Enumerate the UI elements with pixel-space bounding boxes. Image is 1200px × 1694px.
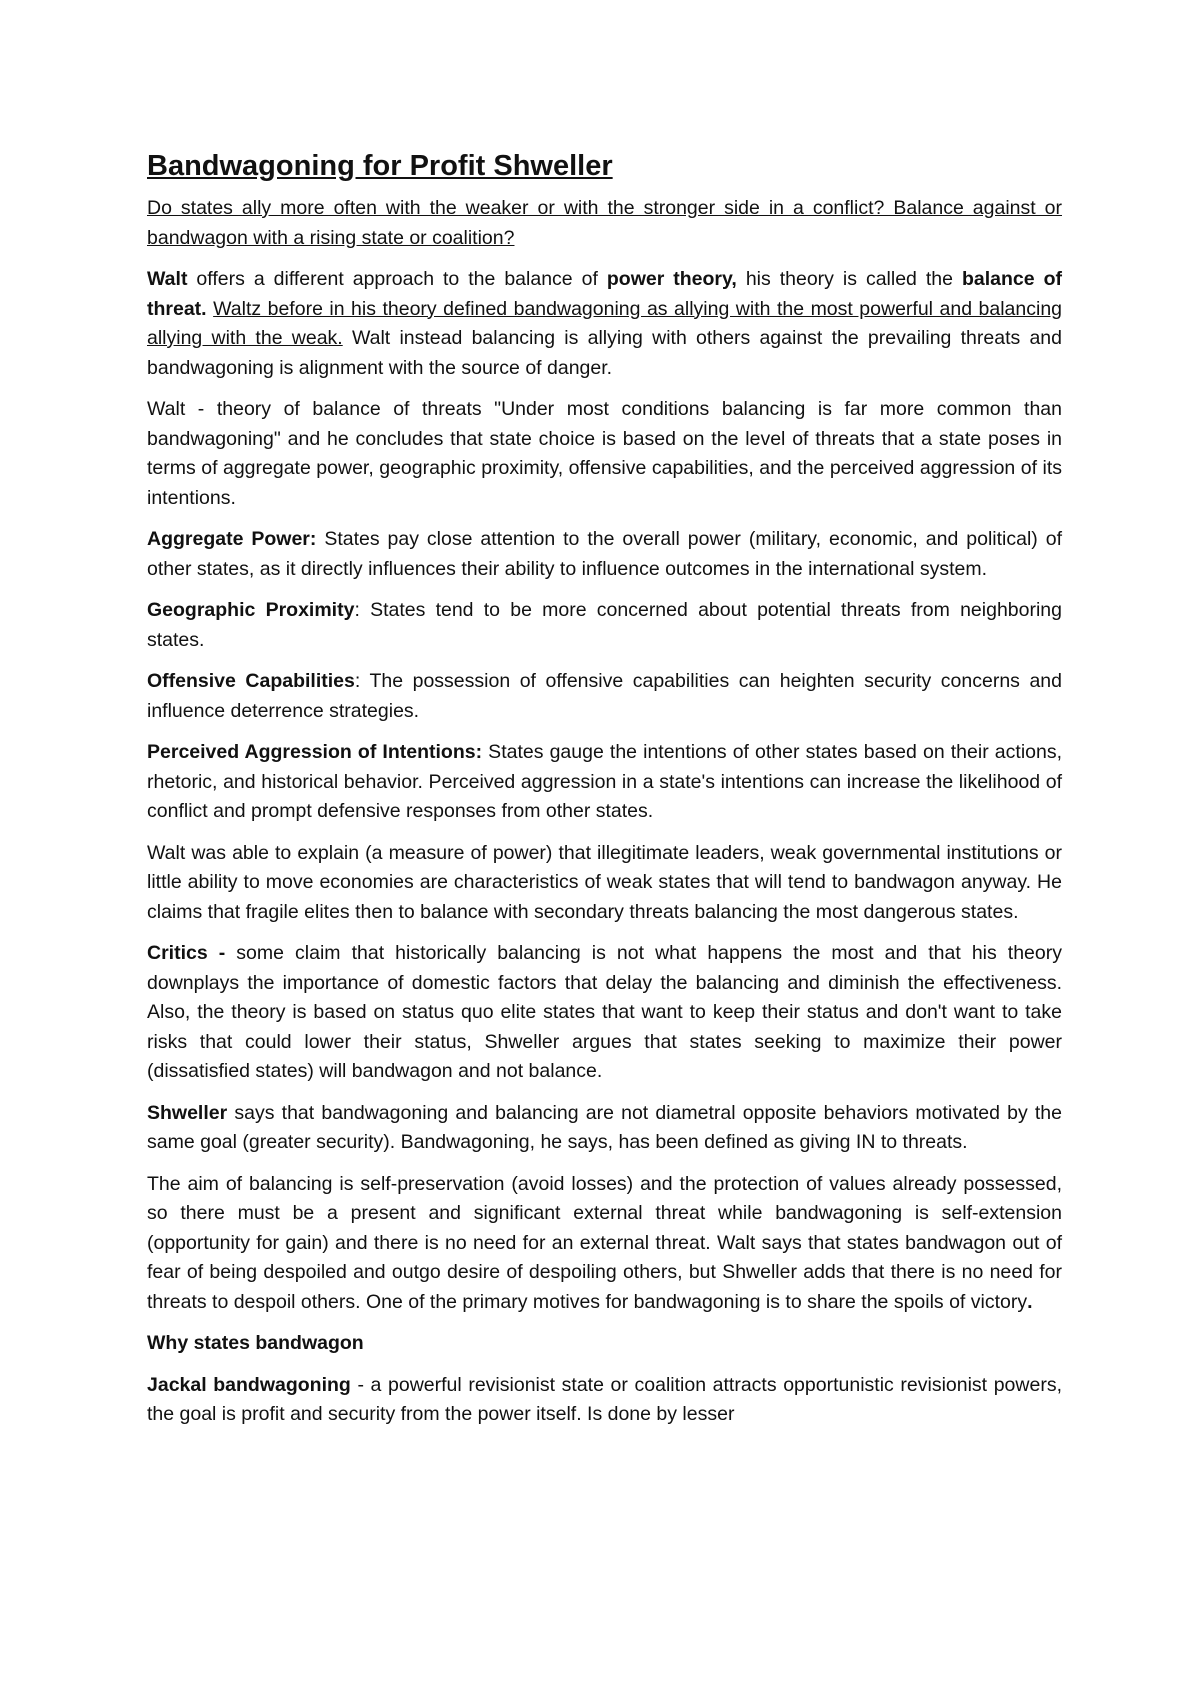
section-heading <box>147 1329 1062 1359</box>
text-run: - a powerful revisionist state or coalition attracts opportunistic revisionist powers, the goal is profit and security from the power itself. Is done by lesser <box>147 1373 1062 1425</box>
perceived-aggression-paragraph <box>147 738 1062 827</box>
text-run: : The possession of offensive capabilities can heighten security concerns and influence deterrence strategies. <box>147 670 1062 722</box>
aggregate-power-paragraph <box>147 525 1062 584</box>
text-run: his theory is called the <box>736 268 962 290</box>
text-run: States gauge the intentions of other states based on their actions, rhetoric, and historical behavior. Perceived aggression in a state's intentions can increase the likelihood of conflict and prompt defensive responses from other states. <box>147 741 1063 822</box>
term-label: Geographic Proximity <box>147 599 355 621</box>
term-label: Perceived Aggression of Intentions: <box>147 741 483 763</box>
document-page <box>147 148 1062 1442</box>
walt-explanation-paragraph: Walt was able to explain (a measure of power) that illegitimate leaders, weak governmental institutions or little ability to move economies are characteristics of weak states that will tend to bandwagon anyway. He claims that fragile elites then to balance with secondary threats balancing the most dangerous states. <box>147 841 1062 923</box>
underlined-text: Waltz before in his theory defined bandwagoning as allying with the most powerful and balancing allying with the weak. <box>147 297 1063 349</box>
balance-of-threats-paragraph: Walt - theory of balance of threats "Under most conditions balancing is far more common than bandwagoning" and he concludes that state choice is based on the level of threats that a state poses in terms of aggregate power, geographic proximity, offensive capabilities, and the perceived aggression of its intentions. <box>147 398 1062 509</box>
aim-of-balancing-paragraph <box>147 1170 1062 1318</box>
text-run: : States tend to be more concerned about potential threats from neighboring states. <box>147 599 1062 651</box>
term-label: Aggregate Power: <box>147 528 317 550</box>
heading-text: Why states bandwagon <box>147 1332 364 1354</box>
offensive-capabilities-paragraph <box>147 667 1062 726</box>
text-run: States pay close attention to the overall power (military, economic, and political) of other states, as it directly influences their ability to influence outcomes in the international system. <box>147 528 1062 580</box>
term-label: Offensive Capabilities <box>147 670 355 692</box>
text-run: some claim that historically balancing is not what happens the most and that his theory downplays the importance of domestic factors that delay the balancing and diminish the effectiveness. Also, the theory is based on status quo elite states that want to keep their status and don't want to take risks that could lower their status, Shweller argues that states seeking to maximize their power (dissatisfied states) will bandwagon and not balance. <box>147 942 1062 1082</box>
walt-label: Walt <box>147 268 188 290</box>
walt-paragraph <box>147 265 1062 383</box>
text-run: offers a different approach to the balance of <box>187 268 607 290</box>
bold-term: power theory, <box>606 268 737 290</box>
geographic-proximity-paragraph <box>147 596 1062 655</box>
document-title: Bandwagoning for Profit Shweller <box>147 150 613 182</box>
jackal-bandwagoning-paragraph <box>147 1371 1062 1430</box>
text-run: Walt instead balancing is allying with others against the prevailing threats and bandwagoning is alignment with the source of danger. <box>147 327 1062 379</box>
term-label: Shweller <box>147 1101 228 1124</box>
text-run: The aim of balancing is self-preservation (avoid losses) and the protection of values already possessed, so there must be a present and significant external threat while bandwagoning is self-extension (opportunity for gain) and there is no need for an external threat. Walt says that states bandwagon out of fear of being despoiled and outgo desire of despoiling others, but Shweller adds that there is no need for threats to despoil others. One of the primary motives for bandwagoning is to share the spoils of victory <box>147 1172 1062 1313</box>
bold-period: . <box>1027 1290 1033 1313</box>
bold-term: balance of threat. <box>147 268 1062 320</box>
text-run: says that bandwagoning and balancing are not diametral opposite behaviors motivated by the same goal (greater security). Bandwagoning, he says, has been defined as giving IN to threats. <box>147 1101 1062 1153</box>
term-label: Critics - <box>147 942 226 964</box>
question-paragraph: Do states ally more often with the weaker or with the stronger side in a conflict? Balance against or bandwagon with a rising state or coalition? <box>147 197 1062 249</box>
critics-paragraph <box>147 939 1062 1087</box>
term-label: Jackal bandwagoning <box>147 1373 351 1396</box>
shweller-paragraph <box>147 1099 1062 1158</box>
